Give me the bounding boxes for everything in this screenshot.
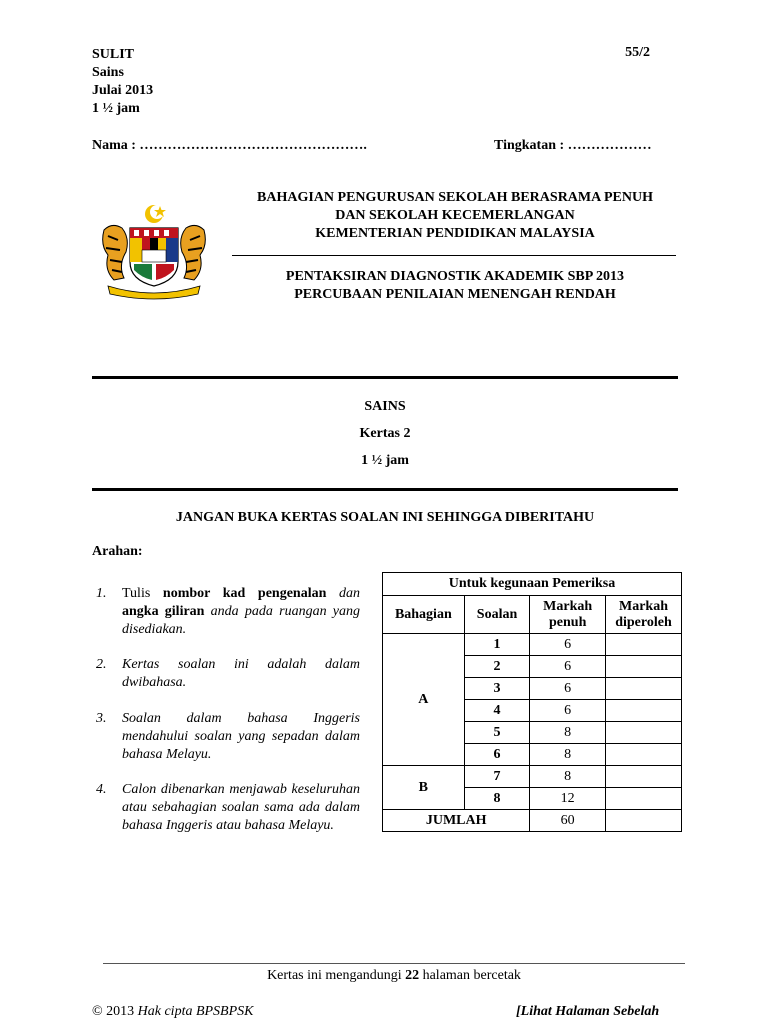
do-not-open-warning: JANGAN BUKA KERTAS SOALAN INI SEHINGGA DIBERITAHU <box>175 510 595 525</box>
marks-obtained[interactable] <box>605 744 681 766</box>
marks-obtained[interactable] <box>605 678 681 700</box>
marks-obtained[interactable] <box>605 722 681 744</box>
paper-code: 55/2 <box>625 45 650 60</box>
marks-obtained[interactable] <box>605 766 681 788</box>
table-row: 4 <box>464 700 530 722</box>
paper-number: Kertas 2 <box>359 426 411 441</box>
total-label: JUMLAH <box>383 810 530 832</box>
name-field[interactable]: Nama : …………………………………………. <box>92 138 367 153</box>
total-full-marks: 60 <box>530 810 606 832</box>
col-header-markah-penuh: Markah penuh <box>530 596 606 634</box>
examiner-table <box>382 572 682 832</box>
instruction-text: Tulis <box>122 586 163 601</box>
table-row: 5 <box>464 722 530 744</box>
full-marks: 8 <box>530 766 606 788</box>
table-row: 2 <box>464 656 530 678</box>
instruction-3 <box>96 710 364 764</box>
sulit-label: SULIT <box>92 47 135 62</box>
org-line-1: BAHAGIAN PENGURUSAN SEKOLAH BERASRAMA PENUH <box>257 190 653 205</box>
instruction-text: dan <box>326 586 360 601</box>
instructions-title: Arahan: <box>92 544 143 559</box>
form-field[interactable]: Tingkatan : ……………… <box>494 138 652 153</box>
instruction-number: 3. <box>96 711 107 726</box>
instruction-text: Calon dibenarkan menjawab keseluruhan atau sebahagian soalan sama ada dalam bahasa Inggeris atau bahasa Melayu. <box>122 782 360 833</box>
paper-duration: 1 ½ jam <box>361 453 409 468</box>
instruction-2 <box>96 656 364 692</box>
page-count-note: Kertas ini mengandungi 22 halaman bercetak <box>267 968 521 983</box>
subject-label: Sains <box>92 65 124 80</box>
malaysia-coat-of-arms-icon <box>94 200 214 300</box>
full-marks: 6 <box>530 634 606 656</box>
org-divider <box>232 255 676 256</box>
instruction-4 <box>96 781 364 835</box>
total-marks-obtained[interactable] <box>605 810 681 832</box>
full-marks: 12 <box>530 788 606 810</box>
instruction-text: anda pada ruangan yang disediakan. <box>122 604 360 637</box>
paper-top-rule <box>92 376 678 379</box>
marks-obtained[interactable] <box>605 634 681 656</box>
table-row: 3 <box>464 678 530 700</box>
table-caption: Untuk kegunaan Pemeriksa <box>383 573 682 596</box>
instruction-number: 4. <box>96 782 107 797</box>
paper-bottom-rule <box>92 488 678 491</box>
instruction-text: Soalan dalam bahasa Inggeris mendahului soalan yang sepadan dalam bahasa Melayu. <box>122 711 360 762</box>
org-line-3: KEMENTERIAN PENDIDIKAN MALAYSIA <box>315 226 595 241</box>
table-row: 1 <box>464 634 530 656</box>
instruction-emphasis: nombor kad pengenalan <box>162 586 327 601</box>
full-marks: 6 <box>530 678 606 700</box>
table-row: 6 <box>464 744 530 766</box>
exam-title-2: PERCUBAAN PENILAIAN MENENGAH RENDAH <box>294 287 616 302</box>
copyright: © 2013 Hak cipta BPSBPSK <box>92 1004 254 1019</box>
marks-obtained[interactable] <box>605 700 681 722</box>
full-marks: 8 <box>530 722 606 744</box>
instruction-text: Kertas soalan ini adalah dalam dwibahasa. <box>122 657 360 690</box>
table-row: 8 <box>464 788 530 810</box>
org-line-2: DAN SEKOLAH KECEMERLANGAN <box>335 208 575 223</box>
full-marks: 6 <box>530 656 606 678</box>
duration-label: 1 ½ jam <box>92 101 140 116</box>
instruction-number: 2. <box>96 657 107 672</box>
page-count-number: 22 <box>405 968 420 983</box>
footer-divider <box>103 963 685 964</box>
date-label: Julai 2013 <box>92 83 154 98</box>
col-header-soalan: Soalan <box>464 596 530 634</box>
next-page-note: [Lihat Halaman Sebelah <box>516 1004 660 1019</box>
table-row: 7 <box>464 766 530 788</box>
full-marks: 8 <box>530 744 606 766</box>
col-header-bahagian: Bahagian <box>383 596 465 634</box>
marks-obtained[interactable] <box>605 788 681 810</box>
full-marks: 6 <box>530 700 606 722</box>
paper-subject: SAINS <box>364 399 406 414</box>
instruction-emphasis: angka giliran <box>122 604 205 619</box>
marks-obtained[interactable] <box>605 656 681 678</box>
section-b-cell: B <box>383 766 465 810</box>
col-header-markah-diperoleh: Markah diperoleh <box>605 596 681 634</box>
instruction-1 <box>96 585 364 639</box>
exam-title-1: PENTAKSIRAN DIAGNOSTIK AKADEMIK SBP 2013 <box>285 269 625 284</box>
instruction-number: 1. <box>96 586 107 601</box>
section-a-cell: A <box>383 634 465 766</box>
